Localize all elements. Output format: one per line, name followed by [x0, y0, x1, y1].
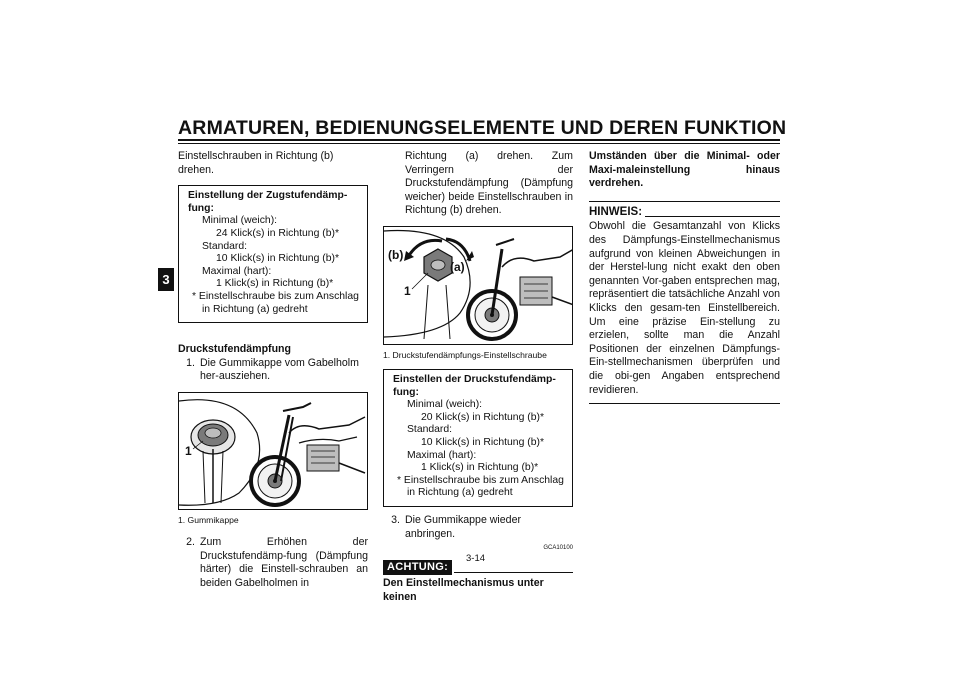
figure-caption: 1. Druckstufendämpfungs-Einstellschraube	[383, 349, 547, 360]
step-text: Die Gummikappe vom Gabelholm her-ausziehen.	[200, 356, 359, 383]
note-text: Obwohl die Gesamtanzahl von Klicks des Dämpfungs-Einstellmechanismus aufgrund von kleinen Abweichungen in der Herstel-lung nicht exakt den oben genannten Vor-gaben entsprechen mag, repräsentiert die tatsächliche Anzahl von Klicks den gesam-ten Einstellbereich. Um eine präzise Ein-stellung zu erzielen, sollte man die Anzahl Positionen der einzelnen Dämpfungs-Ein-stellmechanismen überprüfen und die obi-gen Angaben entsprechend revidieren.	[589, 220, 780, 396]
warning-rule	[454, 572, 573, 573]
note-end-rule	[589, 403, 780, 404]
step-number: 1.	[186, 356, 195, 369]
figure-callout: 1	[185, 443, 192, 458]
chapter-tab: 3	[158, 268, 174, 291]
step-2-continued: Richtung (a) drehen. Zum Verringern der Druckstufendämpfung (Dämpfung weicher) beide Einstellschrauben in Richtung (b) drehen.	[405, 150, 573, 217]
figure-rubber-cap	[178, 392, 368, 510]
step-3	[383, 514, 573, 541]
title-rule	[178, 139, 780, 141]
figure-adjusting-screw	[383, 226, 573, 345]
spec-max-value: 1 Klick(s) in Richtung (b)*	[216, 278, 334, 290]
note-label: HINWEIS:	[589, 205, 643, 218]
step-text: Zum Erhöhen der Druckstufendämp-fung (Dämpfung härter) die Einstell-schrauben an beiden Gabelholmen in	[200, 535, 368, 589]
page-title: ARMATUREN, BEDIENUNGSELEMENTE UND DEREN FUNKTION	[178, 117, 787, 139]
section-heading: Druckstufendämpfung	[178, 343, 292, 356]
spec-min-value: 20 Klick(s) in Richtung (b)*	[421, 411, 544, 423]
title-rule-thin	[178, 143, 780, 144]
motorcycle-illustration	[179, 393, 368, 510]
spec-max-label: Maximal (hart):	[407, 449, 477, 461]
spec-title: Einstellen der Druckstufendämp-fung:	[393, 373, 556, 398]
figure-callout: 1	[404, 283, 411, 298]
note-header	[589, 201, 780, 220]
spec-note-cont: in Richtung (a) gedreht	[202, 303, 308, 315]
figure-caption: 1. Gummikappe	[178, 514, 239, 525]
spec-std-value: 10 Klick(s) in Richtung (b)*	[421, 436, 544, 448]
step-2	[178, 536, 368, 590]
spec-std-value: 10 Klick(s) in Richtung (b)*	[216, 253, 339, 265]
spec-min-label: Minimal (weich):	[407, 399, 483, 411]
compression-spec-box	[383, 369, 573, 507]
label-a: (a)	[450, 259, 465, 274]
spec-min-value: 24 Klick(s) in Richtung (b)*	[216, 227, 339, 239]
step-number: 2.	[186, 535, 195, 548]
column-2	[383, 150, 573, 604]
step-text: Die Gummikappe wieder anbringen.	[405, 513, 521, 540]
warning-text-continued: Umständen über die Minimal- oder Maxi-maleinstellung hinaus verdrehen.	[589, 150, 780, 190]
column-1	[178, 150, 368, 590]
spec-max-label: Maximal (hart):	[202, 265, 272, 277]
spec-note-cont: in Richtung (a) gedreht	[407, 487, 513, 499]
note-rule	[645, 216, 780, 217]
page-number: 3-14	[466, 553, 486, 564]
rebound-spec-box	[178, 185, 368, 323]
spec-min-label: Minimal (weich):	[202, 215, 278, 227]
column-3	[589, 150, 780, 404]
step-number: 3.	[391, 513, 400, 526]
spec-note: * Einstellschraube bis zum Anschlag	[397, 474, 564, 486]
spec-note: * Einstellschraube bis zum Anschlag	[192, 290, 359, 302]
warning-code: GCA10100	[543, 545, 573, 552]
warning-text: Den Einstellmechanismus unter keinen	[383, 577, 544, 603]
spec-max-value: 1 Klick(s) in Richtung (b)*	[421, 462, 539, 474]
spec-std-label: Standard:	[407, 424, 453, 436]
spec-title: Einstellung der Zugstufendämp-fung:	[188, 190, 348, 214]
spec-std-label: Standard:	[202, 240, 248, 252]
adjuster-illustration	[384, 227, 573, 345]
step-1	[178, 357, 368, 384]
intro-text: Einstellschrauben in Richtung (b) drehen.	[178, 150, 334, 176]
label-b: (b)	[388, 247, 404, 262]
warning-label: ACHTUNG:	[383, 560, 452, 576]
